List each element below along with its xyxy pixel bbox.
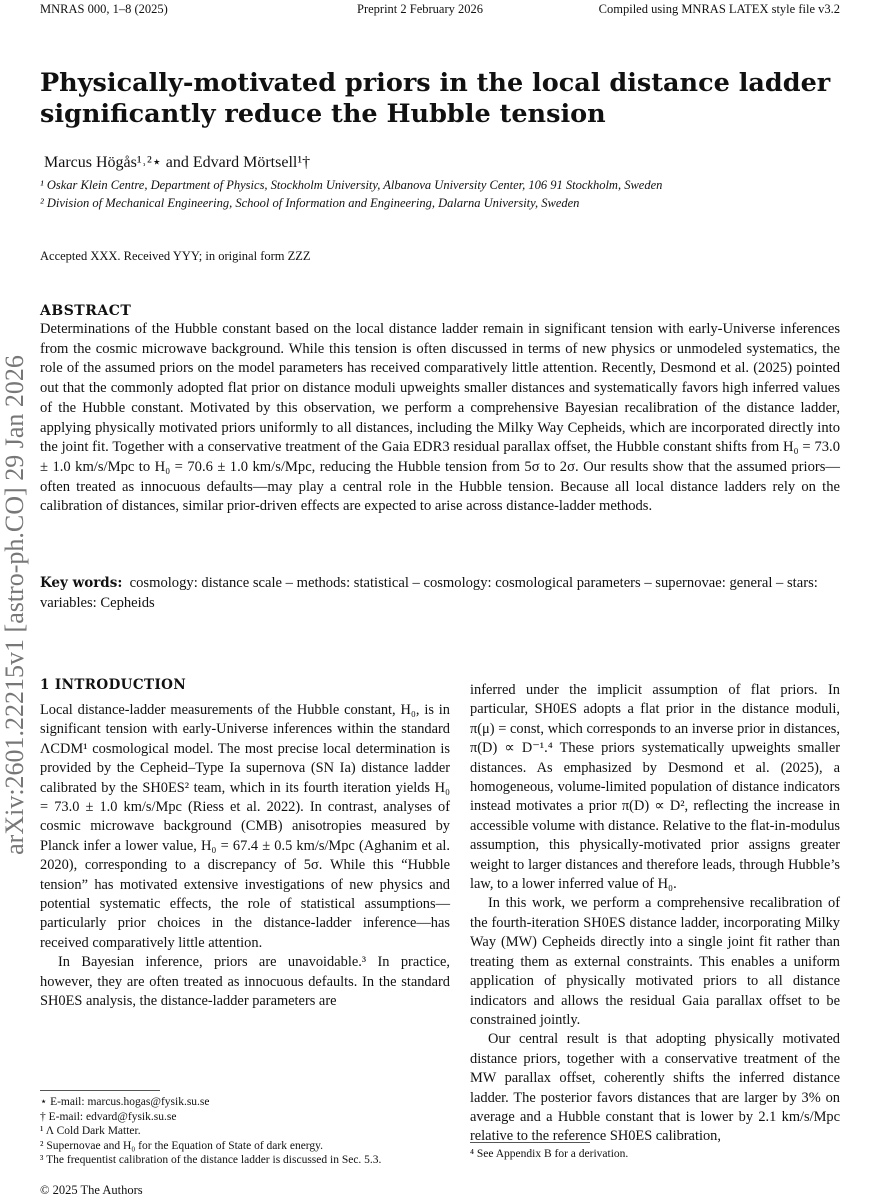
paragraph: In Bayesian inference, priors are unavoidable.³ In practice, however, they are often treated as innocuous defaults. In the standard SH0ES analysis, the distance-ladder parameters are [40,954,450,1010]
paragraph: Local distance-ladder measurements of the Hubble constant, H₀, is in significant tension with early-Universe inferences within the standard ΛCDM¹ cosmological model. The most precise local determination is provided by the Cepheid–Type Ia supernova (SN Ia) distance ladder calibrated by the SH0ES² team, which in its fourth iteration yields H₀ = 73.0 ± 1.0 km/s/Mpc (Riess et al. 2022). In contrast, analyses of cosmic microwave background (CMB) anisotropies measured by Planck infer a lower value, H₀ = 67.4 ± 0.5 km/s/Mpc (Aghanim et al. 2020), corresponding to a discrepancy of 5σ. While this “Hubble tension” has motivated extensive investigations of new physics and potential systematic effects, the role of statistical assumptions—particularly prior choices in the distance-ladder inference—has received comparatively little attention. [40,702,450,951]
arxiv-identifier[interactable]: arXiv:2601.22215v1 [astro-ph.CO] 29 Jan 2026 [0,355,29,855]
journal-header: MNRAS 000, 1–8 (2025) [40,2,168,16]
right-column [470,681,840,1147]
affiliation-2: ² Division of Mechanical Engineering, School of Information and Engineering, Dalarna University, Sweden [40,196,580,210]
footnotes-right [470,1142,840,1162]
footnote: ³ The frequentist calibration of the distance ladder is discussed in Sec. 5.3. [40,1154,382,1166]
footnote: ² Supernovae and H₀ for the Equation of State of dark energy. [40,1139,324,1152]
keywords [40,574,840,613]
acceptance-note: Accepted XXX. Received YYY; in original form ZZZ [40,249,311,263]
paragraph: In this work, we perform a comprehensive recalibration of the fourth-iteration SH0ES distance ladder, incorporating Milky Way (MW) Cepheids directly into a single joint fit rather than treating them as external constraints. This enables a uniform application of physically motivated priors to all distance indicators and allows the residual Gaia parallax offset to be constrained jointly. [470,895,840,1028]
footnote: † E-mail: edvard@fysik.su.se [40,1110,177,1123]
left-column [40,701,450,1012]
abstract-heading: ABSTRACT [40,303,132,319]
paragraph: Our central result is that adopting physically motivated distance priors, together with a conservative treatment of the MW parallax offset, coherently shifts the inferred distance ladder. The posterior favors distances that are larger by 3% on average and a Hubble constant that is lower by 2.1 km/s/Mpc relative to the reference SH0ES calibration, [470,1031,840,1145]
affiliation-1: ¹ Oskar Klein Centre, Department of Physics, Stockholm University, Albanova University Center, 106 91 Stockholm, Sweden [40,178,663,192]
footnotes-left [40,1090,450,1168]
footnote: ⁴ See Appendix B for a derivation. [470,1148,629,1160]
paper-title: Physically-motivated priors in the local distance ladder significantly reduce the Hubble tension [40,68,831,129]
footnote: ⋆ E-mail: marcus.hogas@fysik.su.se [40,1096,210,1108]
paragraph: inferred under the implicit assumption of flat priors. In particular, SH0ES adopts a flat prior in the distance moduli, π(μ) = const, which corresponds to an inverse prior in distances, π(D) ∝ D⁻¹.⁴ These priors systematically upweights smaller distances. As emphasized by Desmond et al. (2025), a homogeneous, volume-limited population of distance indicators instead motivates a prior π(D) ∝ D², reflecting the increase in accessible volume with distance. Relative to the flat-in-modulus assumption, this physically-motivated prior assigns greater weight to larger distances and therefore leads, through Hubble’s law, to a lower inferred value of H₀. [470,682,840,893]
copyright-footer: © 2025 The Authors [40,1183,143,1197]
footnote: ¹ Λ Cold Dark Matter. [40,1125,141,1137]
author-list: Marcus Högås¹˒²⋆ and Edvard Mörtsell¹† [44,154,311,171]
preprint-date: Preprint 2 February 2026 [357,2,484,16]
style-file-note: Compiled using MNRAS LATEX style file v3.2 [598,2,840,16]
keywords-label: Key words: [40,575,123,591]
keywords-text: cosmology: distance scale – methods: statistical – cosmology: cosmological parameters – supernovae: general – stars: variables: Cepheids [40,575,818,611]
section-heading: 1 INTRODUCTION [40,677,187,693]
abstract-text: Determinations of the Hubble constant based on the local distance ladder remain in significant tension with early-Universe inferences from the cosmic microwave background. While this tension is often discussed in terms of new physics or unmodeled systematics, the role of the assumed priors on the model parameters has received comparatively little attention. Recently, Desmond et al. (2025) pointed out that the commonly adopted flat prior on distance moduli upweights smaller distances and systematically favors high inferred values of the Hubble constant. Motivated by this observation, we perform a comprehensive Bayesian recalibration of the distance ladder, applying physically motivated priors uniformly to all distances, including the Milky Way Cepheids, which are incorporated directly into the joint fit. Together with a conservative treatment of the Gaia EDR3 residual parallax offset, the Hubble constant shifts from H₀ = 73.0 ± 1.0 km/s/Mpc to H₀ = 70.6 ± 1.0 km/s/Mpc, reducing the Hubble tension from 5σ to 2σ. Our results show that the assumed priors—often treated as innocuous defaults—may play a central role in the Hubble tension. Because all local distance ladders rely on the calibration of distances, similar prior-driven effects are expected to arise across distance-ladder methods. [40,321,840,515]
